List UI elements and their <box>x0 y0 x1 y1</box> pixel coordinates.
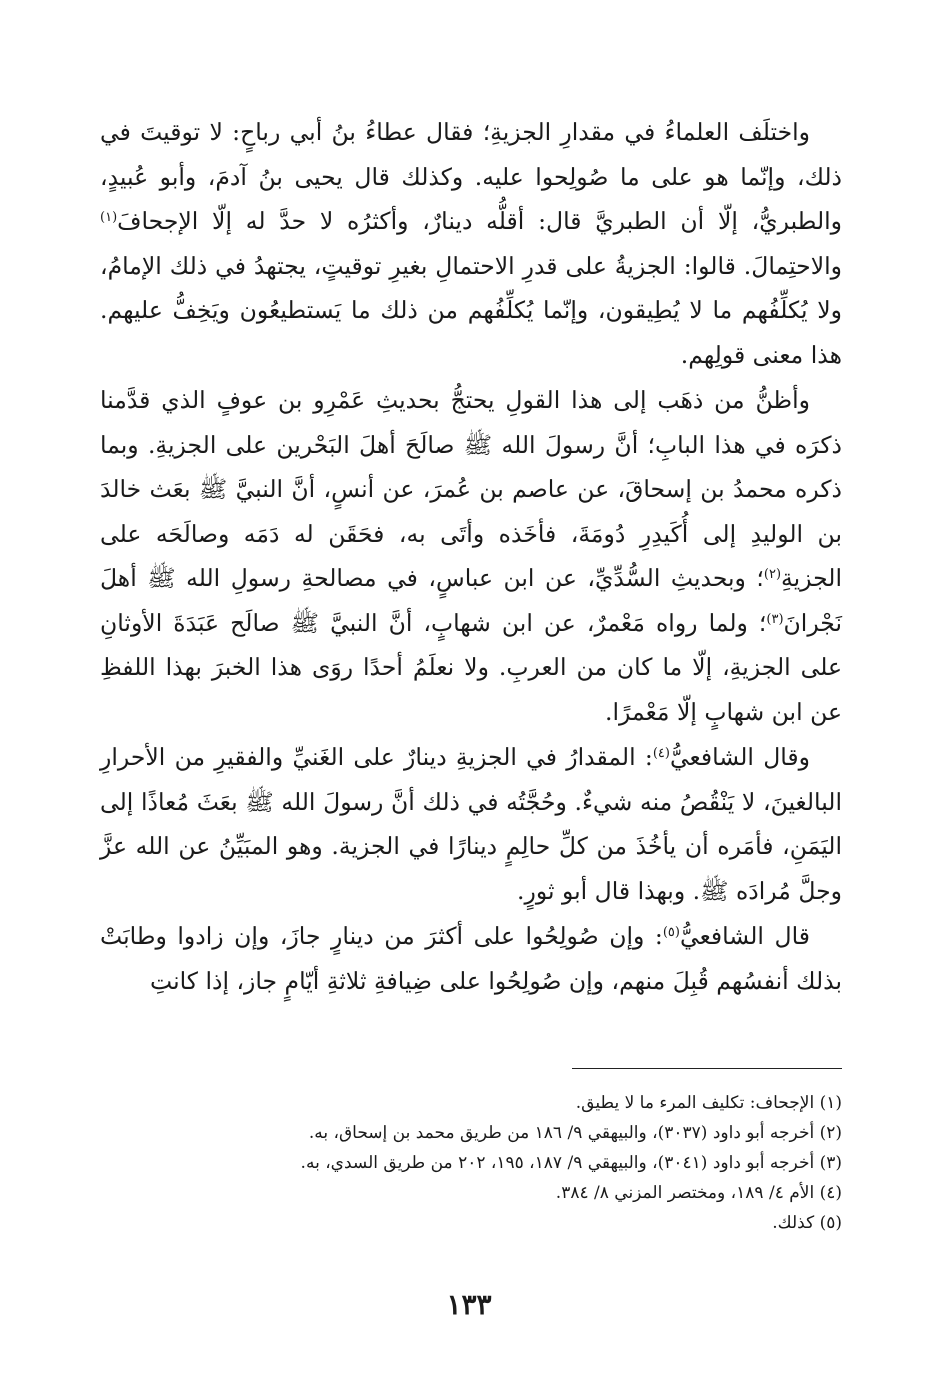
paragraph-1 <box>100 110 842 377</box>
footnote-ref-1: (١) <box>100 210 118 225</box>
paragraph-2-text: وأظنُّ من ذهَب إلى هذا القولِ يحتجُّ بحديثِ عَمْرِو بن عوفٍ الذي قدَّمنا ذكرَه في هذا البابِ؛ أنَّ رسولَ الله ﷺ صالَحَ أهلَ البَحْرين على الجزيةِ. وبما ذكره محمدُ بن إسحاقَ، عن عاصم بن عُمرَ، عن أنسٍ، أنَّ النبيَّ ﷺ بعَث خالدَ بن الوليدِ إلى أُكَيدِرِ دُومَةَ، فأخَذه وأتَى به، فحَقَن له دَمَه وصالَحَه على الجزيةِ <box>100 386 842 592</box>
footnote-1: (١) الإجحاف: تكليف المرء ما لا يطيق. <box>575 1093 842 1113</box>
footnote-3: (٣) أخرجه أبو داود (٣٠٤١)، والبيهقي ٩/ ١٨٧، ١٩٥، ٢٠٢ من طريق السدي، به. <box>300 1153 842 1173</box>
paragraph-3-text: وقال الشافعيُّ <box>669 743 811 771</box>
footnote-5: (٥) كذلك. <box>772 1213 842 1233</box>
footnote-divider <box>572 1068 842 1069</box>
paragraph-1-text-cont: والاحتِمالَ. قالوا: الجزيةُ على قدرِ الاحتمالِ بغيرِ توقيتٍ، يجتهدُ في ذلك الإمامُ، ولا يُكلِّفُهم ما لا يُطِيقون، وإنّما يُكلِّفُهم من ذلك ما يَستطيعُون ويَخِفُّ عليهم. هذا معنى قولِهم. <box>100 251 842 369</box>
paragraph-3-text-cont: : المقدارُ في الجزيةِ دينارٌ على الغَنيِّ والفقيرِ من الأحرارِ البالغينَ، لا يَنْقُصُ منه شيءٌ. وحُجَّتُه في ذلك أنَّ رسولَ الله ﷺ بعَثَ مُعاذًا إلى اليَمَنِ، فأمَره أن يأخُذَ من كلِّ حالِمٍ دينارًا في الجزية. وهو المبَيِّنُ عن الله عزَّ وجلَّ مُرادَه ﷺ. وبهذا قال أبو ثورٍ. <box>100 743 842 905</box>
main-text <box>100 110 842 1003</box>
footnotes-list <box>100 1088 842 1238</box>
footnote-2: (٢) أخرجه أبو داود (٣٠٣٧)، والبيهقي ٩/ ١٨٦ من طريق محمد بن إسحاق، به. <box>308 1123 842 1143</box>
paragraph-4-text-cont: : وإن صُولِحُوا على أكثرَ من دينارٍ جازَ، وإن زادوا وطابَتْ بذلك أنفسُهم قُبِلَ منهم، وإن صُولِحُوا على ضِيافةِ ثلاثةِ أيّامٍ جاز، إذا كانتِ <box>100 922 842 995</box>
paragraph-2-text-cont: ؛ وبحديثِ السُّدِّيِّ، عن ابن عباسٍ، في مصالحةِ رسولِ الله ﷺ أهلَ نَجْرانَ <box>100 564 842 637</box>
paragraph-2-text-end: ؛ ولما رواه مَعْمرٌ، عن ابن شهابٍ، أنَّ النبيَّ ﷺ صالَح عَبَدَةَ الأوثانِ على الجزيةِ، إلّا ما كان من العربِ. ولا نعلَمُ أحدًا روَى هذا الخبرَ بهذا اللفظِ عن ابن شهابٍ إلّا مَعْمرًا. <box>100 608 842 726</box>
paragraph-3 <box>100 735 842 913</box>
paragraph-1-text: واختلَف العلماءُ في مقدارِ الجزيةِ؛ فقال عطاءُ بنُ أبي رباحٍ: لا توقيتَ في ذلك، وإنّما هو على ما صُولِحوا عليه. وكذلك قال يحيى بنُ آدمَ، وأبو عُبيدٍ، والطبريُّ، إلّا أن الطبريَّ قال: أقلُّه دينارٌ، وأكثرُه لا حدَّ له إلّا الإجحافَ <box>100 118 842 235</box>
footnote-ref-5: (٥) <box>662 925 680 940</box>
page-number: ١٣٣ <box>446 1288 492 1321</box>
paragraph-2 <box>100 378 842 734</box>
footnote-ref-3: (٣) <box>766 611 784 627</box>
paragraph-4-text: قال الشافعيُّ <box>679 922 810 950</box>
footnote-ref-4: (٤) <box>652 746 670 761</box>
footnote-4: (٤) الأم ٤/ ١٨٩، ومختصر المزني ٨/ ٣٨٤. <box>555 1183 842 1203</box>
footnote-ref-2: (٢) <box>763 567 782 582</box>
paragraph-4 <box>100 914 842 1003</box>
